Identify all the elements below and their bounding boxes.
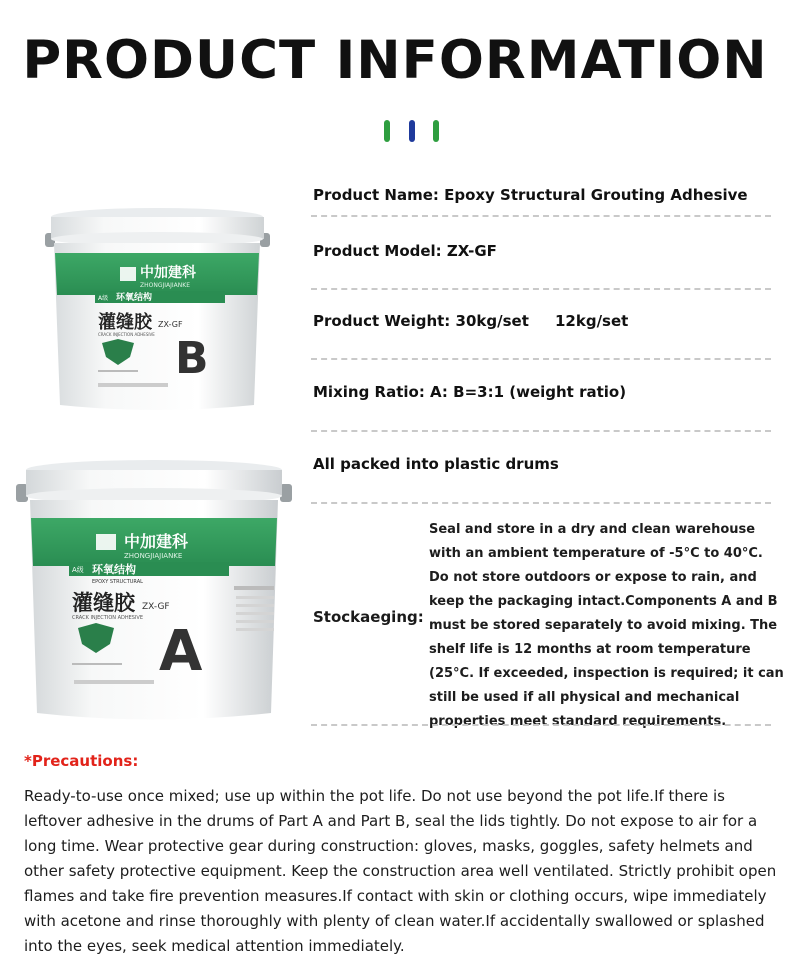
- bucket-b-grade: A级: [98, 295, 109, 302]
- blue-dot: [409, 120, 415, 142]
- divider: [311, 215, 771, 217]
- bucket-b-brand: 中加建科: [140, 265, 196, 281]
- bucket-a-category: 环氧结构: [92, 563, 136, 576]
- bucket-a-product-en: CRACK INJECTION ADHESIVE: [72, 615, 144, 621]
- divider: [311, 430, 771, 432]
- mixing-ratio: Mixing Ratio: A: B=3:1 (weight ratio): [313, 383, 627, 401]
- green-dot: [384, 120, 390, 142]
- precautions-text: Ready-to-use once mixed; use up within the pot life. Do not use beyond the pot life.If there is leftover adhesive in the drums of Part A and Part B, seal the lids tightly. Do not expose to air for a long time. Wear protective gear during construction: gloves, masks, goggles, safety helmets and other safety protective equipment. Keep the construction area well ventilated. Strictly prohibit open flames and take fire prevention measures.If contact with skin or clothing occurs, wipe immediately with acetone and rinse thoroughly with plenty of clean water.If accidentally swallowed or splashed into the eyes, seek medical attention immediately.: [24, 787, 777, 955]
- product-model: Product Model: ZX-GF: [313, 242, 497, 260]
- bucket-b-brand-en: ZHONGJIAJIANKE: [140, 282, 190, 289]
- bucket-b-model: ZX-GF: [158, 320, 183, 329]
- bucket-b-category: 环氧结构: [116, 293, 153, 303]
- bucket-a-part: A: [159, 619, 203, 684]
- bucket-b-image: [40, 205, 275, 415]
- product-weight: Product Weight: 30kg/set 12kg/set: [313, 312, 629, 330]
- bucket-b-product-en: CRACK INJECTION ADHESIVE: [98, 332, 155, 337]
- bucket-b-product-cn: 灌缝胶: [98, 312, 152, 333]
- bucket-a-brand-en: ZHONGJIAJIANKE: [124, 552, 183, 560]
- bucket-a-category-en: EPOXY STRUCTURAL: [92, 579, 143, 585]
- divider: [311, 358, 771, 360]
- divider: [311, 288, 771, 290]
- bucket-a-brand: 中加建科: [124, 532, 189, 551]
- storage-text: Seal and store in a dry and clean warehouse with an ambient temperature of -5°C to 40°C. Do not store outdoors or expose to rain, and keep the packaging intact.Components A and B must be stored separately to avoid mixing. The shelf life is 12 months at room temperature (25°C. If exceeded, inspection is required; it can still be used if all physical and mechanical properties meet standard requirements.: [429, 522, 784, 729]
- bucket-b-part: B: [175, 333, 209, 384]
- bucket-a-model: ZX-GF: [142, 602, 170, 612]
- green-dot: [433, 120, 439, 142]
- product-name: Product Name: Epoxy Structural Grouting Adhesive: [313, 186, 748, 204]
- bucket-a-image: [14, 458, 294, 726]
- packing-info: All packed into plastic drums: [313, 455, 559, 473]
- divider: [311, 502, 771, 504]
- storage-label: Stockaeging:: [313, 608, 424, 626]
- bucket-a-product-cn: 灌缝胶: [72, 591, 135, 615]
- divider: [311, 724, 771, 726]
- precautions-title: *Precautions:: [24, 752, 139, 770]
- page-title: PRODUCT INFORMATION: [22, 30, 768, 91]
- decorative-dots: [384, 120, 444, 142]
- bucket-a-grade: A级: [72, 566, 84, 574]
